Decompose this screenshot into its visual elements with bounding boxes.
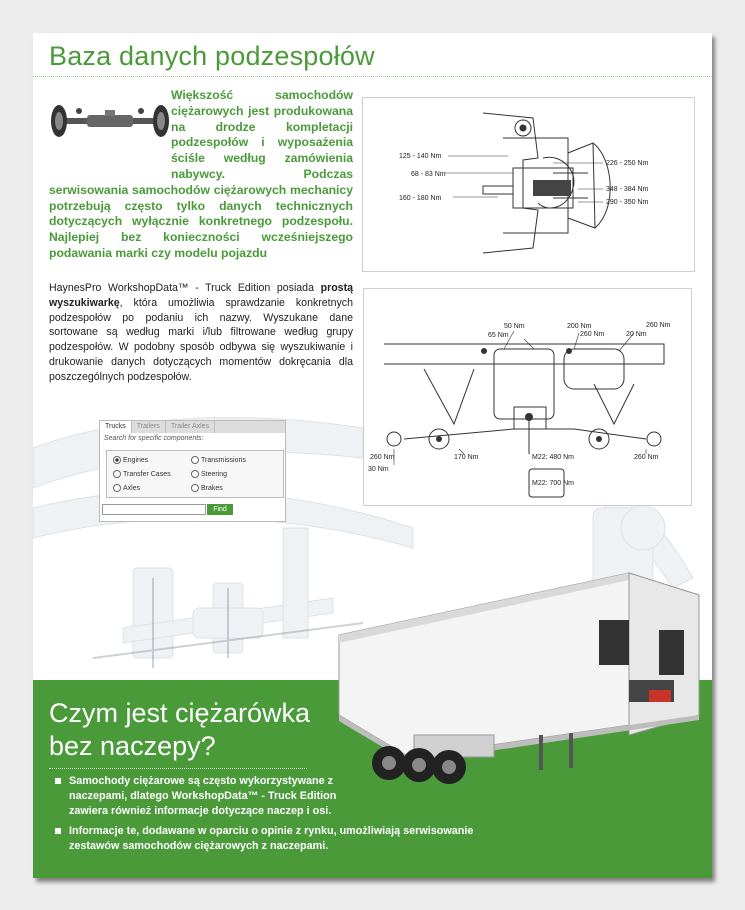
search-input[interactable]	[102, 504, 206, 515]
section-title-line2: bez naczepy?	[49, 731, 216, 761]
chassis-label-7: 260 Nm	[370, 454, 395, 461]
tab-trucks[interactable]: Trucks	[100, 421, 132, 433]
option-label: Engines	[123, 456, 149, 464]
chassis-label-8: 170 Nm	[454, 454, 479, 461]
body-text-1: HaynesPro WorkshopData™ - Truck Edition posiada	[49, 282, 321, 294]
hub-label-5: 348 - 384 Nm	[606, 186, 649, 193]
chassis-label-10: 260 Nm	[634, 454, 659, 461]
radio-icon[interactable]	[113, 470, 121, 478]
chassis-label-11: M22: 480 Nm	[532, 454, 575, 461]
refrigerated-trailer-image	[329, 565, 712, 790]
search-hint: Search for specific components:	[104, 435, 204, 442]
lead-paragraph	[49, 88, 353, 262]
body-text-bold: prostą wyszukiwarkę	[49, 282, 353, 309]
bullet-square-icon	[55, 778, 61, 784]
option-label: Transfer Cases	[123, 470, 171, 478]
page-title: Baza danych podzespołów	[49, 41, 375, 71]
hub-label-3: 160 - 180 Nm	[399, 195, 442, 202]
body-paragraph	[49, 281, 353, 385]
radio-icon[interactable]	[191, 456, 199, 464]
find-button[interactable]: Find	[207, 504, 233, 515]
chassis-label-9: 30 Nm	[368, 466, 389, 473]
hub-label-2: 68 - 83 Nm	[411, 171, 446, 178]
option-label: Brakes	[201, 484, 223, 492]
chassis-label-2: 50 Nm	[504, 323, 525, 330]
radio-icon[interactable]	[113, 484, 121, 492]
option-axles[interactable]	[113, 484, 140, 492]
wheel-hub-torque-diagram	[362, 97, 695, 272]
bullet-text: Informacje te, dodawane w oparciu o opinie z rynku, umożliwiają serwisowanie zestawów samochodów ciężarowych z naczepami.	[69, 825, 474, 852]
option-brakes[interactable]	[191, 484, 223, 492]
option-engines[interactable]	[113, 456, 148, 464]
hub-label-4: 226 - 250 Nm	[606, 160, 649, 167]
section-title-line1: Czym jest ciężarówka	[49, 698, 311, 728]
tab-trailer-axles[interactable]: Trailer Axles	[166, 421, 215, 433]
option-transfer-cases[interactable]	[113, 470, 171, 478]
hub-label-6: 290 - 350 Nm	[606, 199, 649, 206]
option-label: Transmissions	[201, 456, 246, 464]
list-item	[55, 824, 525, 854]
component-options	[106, 450, 284, 498]
chassis-label-5: 20 Nm	[626, 331, 647, 338]
list-item	[55, 774, 341, 819]
chassis-label-6: 260 Nm	[646, 322, 671, 329]
tab-trailers[interactable]: Trailers	[132, 421, 166, 433]
brochure-page	[33, 33, 712, 878]
lead-text: Większość samochodów ciężarowych jest produkowana na drodze kompletacji podzespołów i wyposażenia ściśle według zamówienia nabywcy. Podczas serwisowania samochodów ciężarowych mechanicy potrzebują często tylko danych technicznych dotyczących wyłącznie konkretnego podzespołu. Najlepiej bez konieczności wcześniejszego podawania marki czy modelu pojazdu	[49, 88, 353, 260]
option-steering[interactable]	[191, 470, 227, 478]
option-label: Steering	[201, 470, 228, 478]
body-text-2: , która umożliwia sprawdzanie konkretnych podzespołów po podaniu ich nazwy. Wyszukane dane sortowane są według marki i/lub filtrowane według grupy podzespołów. W podobny sposób odbywa się wyszukiwanie i drukowanie danych dotyczących momentów dokręcania dla poszczególnych podzespołów.	[49, 296, 353, 383]
chassis-label-3: 200 Nm	[567, 323, 592, 330]
hub-label-1: 125 - 140 Nm	[399, 153, 442, 160]
bullet-text: Samochody ciężarowe są często wykorzystywane z naczepami, dlatego WorkshopData™ - Truck Edition zawiera również informacje dotyczące naczep i osi.	[69, 775, 337, 817]
section-title	[49, 697, 349, 763]
bullet-square-icon	[55, 828, 61, 834]
chassis-label-1: 65 Nm	[488, 332, 509, 339]
radio-icon[interactable]	[191, 470, 199, 478]
option-label: Axles	[123, 484, 141, 492]
section-divider	[49, 768, 307, 769]
radio-icon[interactable]	[191, 484, 199, 492]
component-search-widget	[99, 420, 286, 522]
title-divider	[33, 76, 712, 77]
search-tabs	[100, 421, 285, 433]
radio-icon[interactable]	[113, 456, 121, 464]
option-transmissions[interactable]	[191, 456, 246, 464]
chassis-torque-diagram	[363, 288, 692, 506]
chassis-label-4: 260 Nm	[580, 331, 605, 338]
chassis-label-12: M22: 700 Nm	[532, 480, 575, 487]
